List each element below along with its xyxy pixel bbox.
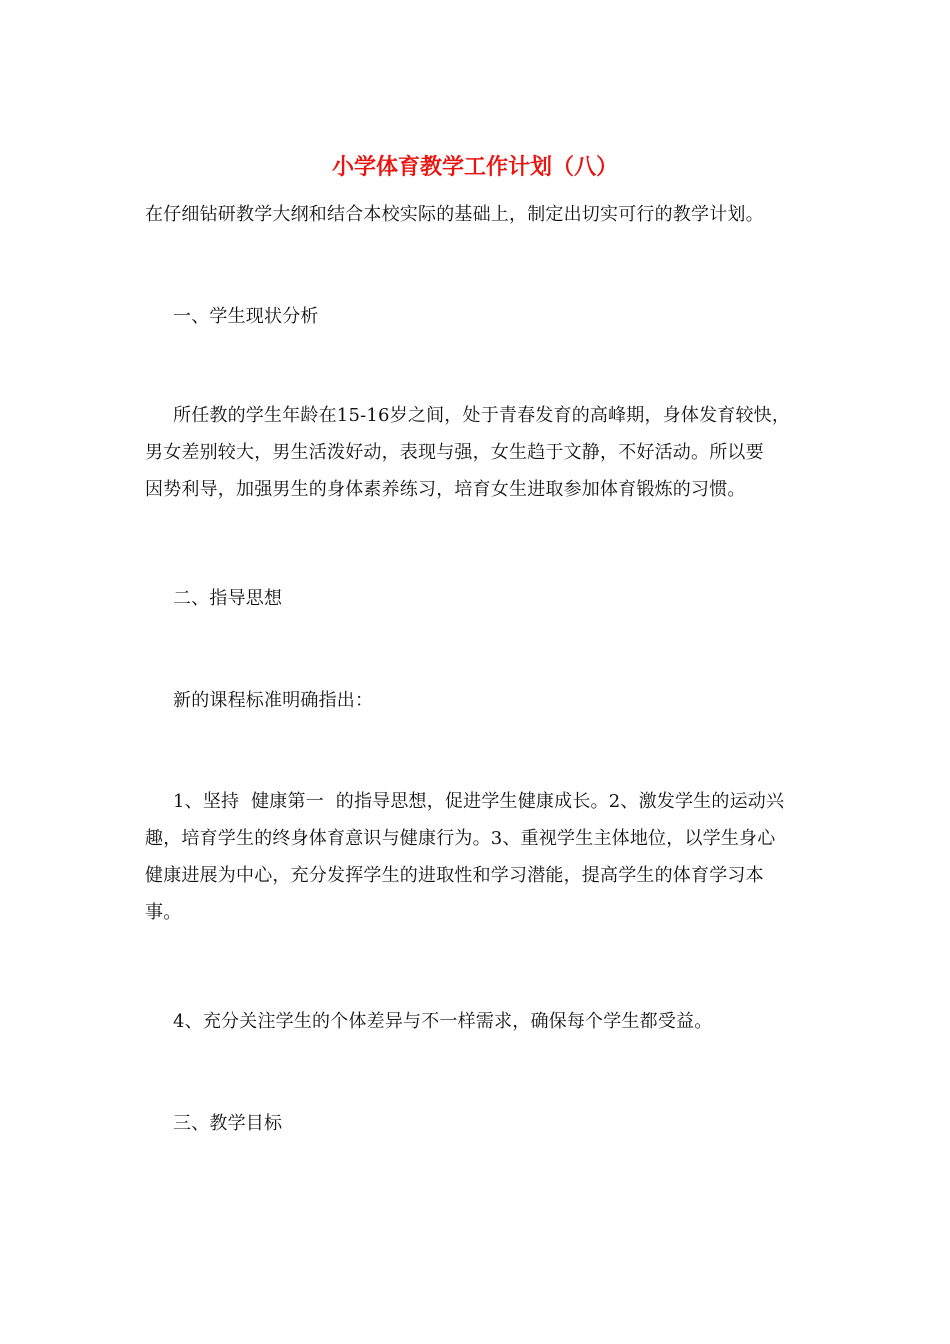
- section2-points: [145, 783, 810, 931]
- section1-line-3: 因势利导，加强男生的身体素养练习，培育女生进取参加体育锻炼的习惯。: [145, 479, 746, 500]
- section2-intro: 新的课程标准明确指出：: [173, 690, 374, 711]
- section2-point-4: 4、充分关注学生的个体差异与不一样需求，确保每个学生都受益。: [173, 1011, 713, 1032]
- document-title: 小学体育教学工作计划（八）: [331, 154, 618, 180]
- section2-points-line-4: 事。: [145, 902, 182, 923]
- section1-heading: 一、学生现状分析: [173, 306, 319, 327]
- section2-points-line-2: 趣，培育学生的终身体育意识与健康行为。3、重视学生主体地位，以学生身心: [145, 828, 776, 849]
- section2-heading: 二、指导思想: [173, 588, 283, 609]
- section1-line-1: 所任教的学生年龄在15-16岁之间，处于青春发育的高峰期，身体发育较快，: [173, 405, 791, 426]
- section1-line-2: 男女差别较大，男生活泼好动，表现与强，女生趋于文静，不好活动。所以要: [145, 442, 764, 463]
- intro-paragraph: 在仔细钻研教学大纲和结合本校实际的基础上，制定出切实可行的教学计划。: [145, 204, 764, 225]
- section2-points-line-3: 健康进展为中心，充分发挥学生的进取性和学习潜能，提高学生的体育学习本: [145, 865, 764, 886]
- section3-heading: 三、教学目标: [173, 1113, 283, 1134]
- section2-points-line-1: 1、坚持 健康第一 的指导思想，促进学生健康成长。2、激发学生的运动兴: [173, 791, 785, 812]
- section1-paragraph: [145, 397, 810, 508]
